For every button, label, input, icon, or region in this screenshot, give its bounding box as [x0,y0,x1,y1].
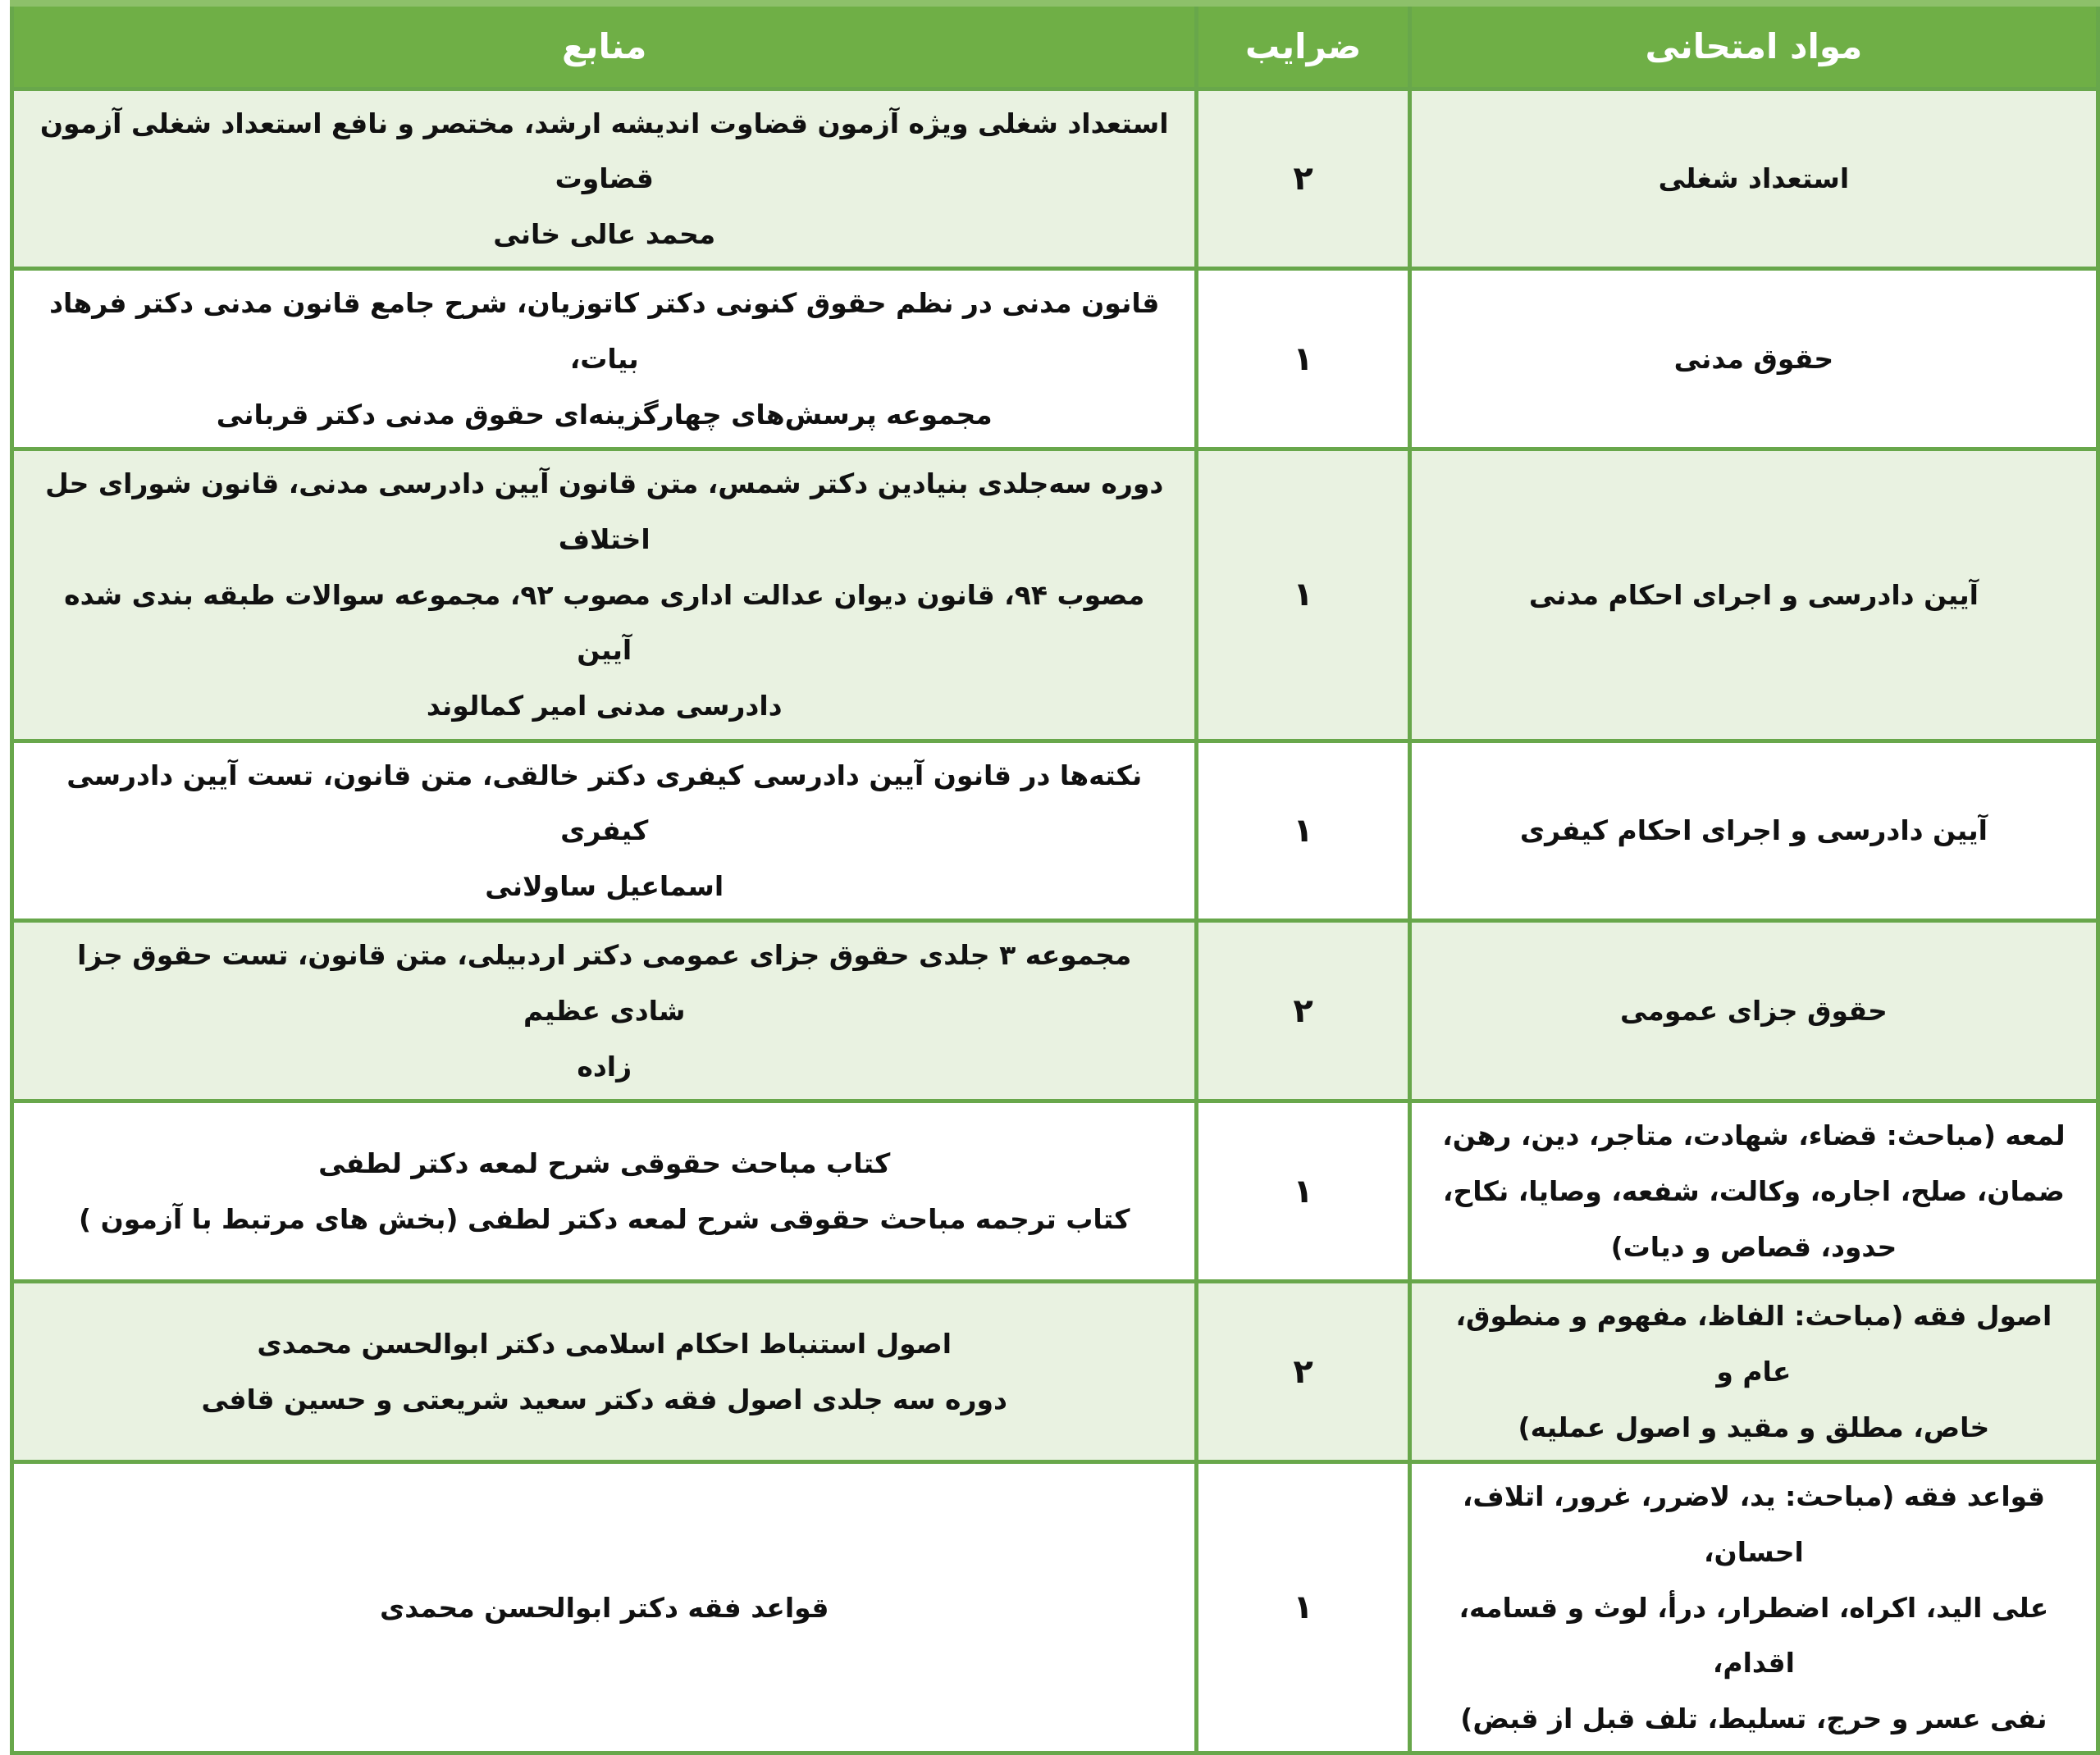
sources-cell [12,89,1197,269]
exam-subject-cell [1409,449,2098,741]
coefficient-cell [1197,269,1409,449]
exam-subject-cell [1409,89,2098,269]
exam-subject-line: اصول فقه (مباحث: الفاظ، مفهوم و منطوق، عام و [1455,1300,2052,1388]
coefficient-cell [1197,1101,1409,1282]
table-row [12,1101,2098,1282]
coefficient-cell [1197,449,1409,741]
exam-subject-line: حدود، قصاص و دیات) [1610,1230,1897,1263]
sources-cell [12,269,1197,449]
coefficient-cell [1197,1282,1409,1462]
coefficient-cell [1197,1462,1409,1753]
coefficient-value: ۱ [1293,812,1313,850]
exam-subject-line: آیین دادرسی و اجرای احکام مدنی [1528,578,1979,611]
table-row [12,1282,2098,1462]
header-coefficients: ضرایب [1197,3,1409,89]
table-row [12,449,2098,741]
table-row [12,1462,2098,1753]
exam-subject-cell [1409,1462,2098,1753]
source-line: نکته‌ها در قانون آیین دادرسی کیفری دکتر خالقی، متن قانون، تست آیین دادرسی کیفری [66,759,1143,847]
exam-subject-cell [1409,741,2098,921]
table-row [12,89,2098,269]
source-line: مجموعه پرسش‌های چهارگزینه‌ای حقوق مدنی دکتر قربانی [216,398,993,431]
source-line: استعداد شغلی ویژه آزمون قضاوت اندیشه ارشد، مختصر و نافع استعداد شغلی آزمون قضاوت [39,107,1169,195]
exam-subject-line: قواعد فقه (مباحث: ید، لاضرر، غرور، اتلاف، احسان، [1462,1480,2045,1568]
coefficient-value: ۱ [1293,1589,1313,1627]
coefficient-value: ۲ [1293,991,1313,1030]
source-line: قانون مدنی در نظم حقوق کنونی دکتر کاتوزیان، شرح جامع قانون مدنی دکتر فرهاد بیات، [49,287,1160,376]
sources-cell [12,741,1197,921]
header-exam-subjects: مواد امتحانی [1409,3,2098,89]
table-body [12,89,2098,1753]
coefficient-cell [1197,741,1409,921]
source-line: کتاب مباحث حقوقی شرح لمعه دکتر لطفی [318,1147,891,1180]
exam-subject-line: استعداد شغلی [1658,162,1850,195]
coefficient-value: ۱ [1293,1172,1313,1210]
exam-subject-cell [1409,269,2098,449]
source-line: مصوب ۹۴، قانون دیوان عدالت اداری مصوب ۹۲، مجموعه سوالات طبقه بندی شده آیین [64,578,1145,667]
exam-subject-line: علی الید، اکراه، اضطرار، درأ، لوث و قسامه، اقدام، [1459,1591,2049,1680]
coefficient-value: ۲ [1293,1352,1313,1391]
coefficient-value: ۱ [1293,576,1313,614]
table-header-row [12,3,2098,89]
sources-cell [12,921,1197,1101]
source-line: دوره سه‌جلدی بنیادین دکتر شمس، متن قانون آیین دادرسی مدنی، قانون شورای حل اختلاف [45,467,1164,555]
exam-subject-line: حقوق مدنی [1673,343,1834,376]
table-row [12,269,2098,449]
exam-subject-line: ضمان، صلح، اجاره، وکالت، شفعه، وصایا، نکاح، [1442,1175,2065,1208]
exam-subject-line: لمعه (مباحث: قضاء، شهادت، متاجر، دین، رهن، [1442,1119,2066,1152]
coefficient-value: ۱ [1293,340,1313,378]
coefficient-cell [1197,921,1409,1101]
header-sources: منابع [12,3,1197,89]
exam-subject-line: حقوق جزای عمومی [1620,995,1888,1028]
exam-subject-line: نفی عسر و حرج، تسلیط، تلف قبل از قبض) [1460,1702,2048,1734]
exam-subject-cell [1409,1101,2098,1282]
source-line: اصول استنباط احکام اسلامی دکتر ابوالحسن محمدی [257,1328,952,1361]
sources-cell [12,1462,1197,1753]
source-line: محمد عالی خانی [493,217,716,250]
table-row [12,741,2098,921]
exam-subject-line: خاص، مطلق و مقید و اصول عملیه) [1518,1411,1990,1443]
table-row [12,921,2098,1101]
source-line: دوره سه جلدی اصول فقه دکتر سعید شریعتی و حسین قافی [201,1383,1007,1415]
source-line: اسماعیل ساولانی [485,869,724,902]
exam-subject-cell [1409,921,2098,1101]
exam-subjects-sources-table [10,0,2100,1755]
exam-subject-cell [1409,1282,2098,1462]
sources-cell [12,1101,1197,1282]
exam-subject-line: آیین دادرسی و اجرای احکام کیفری [1519,814,1988,847]
source-line: کتاب ترجمه مباحث حقوقی شرح لمعه دکتر لطفی (بخش های مرتبط با آزمون ) [79,1202,1130,1235]
source-line: قواعد فقه دکتر ابوالحسن محمدی [379,1591,829,1624]
coefficient-value: ۲ [1293,159,1313,198]
sources-cell [12,1282,1197,1462]
source-line: دادرسی مدنی امیر کمالوند [426,689,783,722]
coefficient-cell [1197,89,1409,269]
sources-cell [12,449,1197,741]
source-line: مجموعه ۳ جلدی حقوق جزای عمومی دکتر اردبیلی، متن قانون، تست حقوق جزا شادی عظیم [77,939,1132,1028]
source-line: زاده [577,1050,632,1083]
